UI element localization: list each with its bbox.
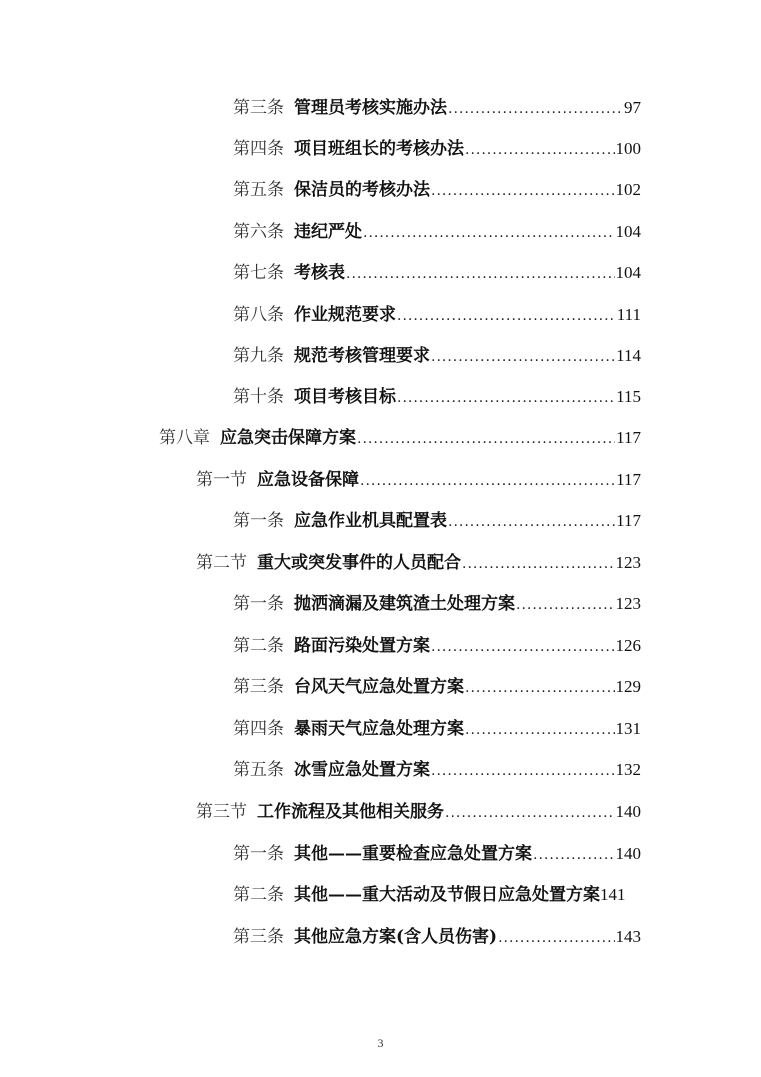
toc-entry[interactable] bbox=[233, 258, 641, 288]
toc-entry-title: 保洁员的考核办法 bbox=[294, 180, 430, 200]
toc-entry[interactable] bbox=[233, 382, 641, 412]
toc-entry-page: 115 bbox=[616, 387, 641, 406]
toc-entry-page: 140 bbox=[615, 802, 641, 821]
toc-entry-number: 第三节 bbox=[196, 802, 247, 822]
dot-leader bbox=[445, 798, 615, 827]
toc-entry-title: 路面污染处置方案 bbox=[294, 636, 430, 656]
toc-entry[interactable] bbox=[233, 714, 641, 744]
dot-leader bbox=[363, 218, 615, 247]
toc-entry-page: 131 bbox=[615, 719, 641, 738]
toc-entry-number: 第八章 bbox=[159, 428, 210, 448]
toc-entry-number: 第一节 bbox=[196, 470, 247, 490]
dot-leader bbox=[357, 424, 615, 453]
toc-entry[interactable] bbox=[233, 175, 641, 205]
toc-entry-title: 违纪严处 bbox=[294, 222, 362, 242]
toc-entry-number: 第四条 bbox=[233, 139, 284, 159]
toc-entry-title: 抛洒滴漏及建筑渣土处理方案 bbox=[294, 594, 515, 614]
toc-entry-title: 其他应急方案(含人员伤害) bbox=[294, 927, 498, 947]
toc-entry-title: 工作流程及其他相关服务 bbox=[257, 802, 444, 822]
dot-leader bbox=[431, 632, 615, 661]
toc-entry-section[interactable] bbox=[196, 465, 641, 495]
toc-entry[interactable] bbox=[233, 506, 641, 536]
dot-leader bbox=[397, 383, 615, 412]
toc-entry[interactable] bbox=[233, 134, 641, 164]
toc-entry-title: 管理员考核实施办法 bbox=[294, 98, 447, 118]
dot-leader bbox=[431, 756, 615, 785]
toc-entry[interactable] bbox=[233, 631, 641, 661]
dot-leader bbox=[360, 466, 615, 495]
toc-entry-title: 考核表 bbox=[294, 263, 345, 283]
toc-entry-page: 117 bbox=[616, 428, 641, 447]
toc-entry-number: 第四条 bbox=[233, 719, 284, 739]
toc-entry-section[interactable] bbox=[196, 548, 641, 578]
toc-entry-page: 140 bbox=[615, 844, 641, 863]
toc-entry-title: 项目班组长的考核办法 bbox=[294, 139, 464, 159]
toc-entry-chapter[interactable] bbox=[159, 423, 641, 453]
toc-entry-page: 100 bbox=[615, 139, 641, 158]
dot-leader bbox=[431, 342, 615, 371]
toc-entry-page: 97 bbox=[624, 98, 641, 117]
toc-entry-title: 应急设备保障 bbox=[257, 470, 359, 490]
toc-entry-page: 126 bbox=[615, 636, 641, 655]
toc-entry-number: 第十条 bbox=[233, 387, 284, 407]
toc-entry-title: 其他——重大活动及节假日应急处置方案 bbox=[294, 885, 600, 905]
dot-leader bbox=[465, 135, 615, 164]
toc-entry[interactable] bbox=[233, 922, 641, 952]
page-number: 3 bbox=[377, 1036, 384, 1050]
toc-entry-section[interactable] bbox=[196, 797, 641, 827]
toc-entry-number: 第一条 bbox=[233, 511, 284, 531]
toc-entry-title: 项目考核目标 bbox=[294, 387, 396, 407]
toc-entry[interactable] bbox=[233, 672, 641, 702]
toc-entry[interactable] bbox=[233, 341, 641, 371]
toc-entry-title: 冰雪应急处置方案 bbox=[294, 760, 430, 780]
toc-entry-page: 129 bbox=[615, 677, 641, 696]
toc-entry-page: 117 bbox=[616, 511, 641, 530]
toc-entry-number: 第七条 bbox=[233, 263, 284, 283]
toc-entry-page: 114 bbox=[616, 346, 641, 365]
dot-leader bbox=[346, 259, 615, 288]
toc-entry[interactable] bbox=[233, 839, 641, 869]
toc-entry-page: 132 bbox=[615, 760, 641, 779]
toc-entry-number: 第一条 bbox=[233, 844, 284, 864]
toc-entry-number: 第三条 bbox=[233, 98, 284, 118]
toc-entry-page: 123 bbox=[615, 594, 641, 613]
toc-entry-number: 第五条 bbox=[233, 760, 284, 780]
dot-leader bbox=[462, 549, 615, 578]
dot-leader bbox=[431, 176, 615, 205]
toc-entry[interactable] bbox=[233, 880, 665, 910]
toc-entry-number: 第六条 bbox=[233, 222, 284, 242]
toc-entry-number: 第五条 bbox=[233, 180, 284, 200]
toc-entry-page: 104 bbox=[615, 263, 641, 282]
toc-entry-title: 暴雨天气应急处理方案 bbox=[294, 719, 464, 739]
dot-leader bbox=[448, 507, 615, 536]
toc-entry-title: 应急突击保障方案 bbox=[220, 428, 356, 448]
toc-entry-page: 141 bbox=[600, 885, 626, 904]
dot-leader bbox=[498, 923, 614, 952]
dot-leader bbox=[465, 673, 615, 702]
toc-entry-title: 应急作业机具配置表 bbox=[294, 511, 447, 531]
toc-entry-number: 第三条 bbox=[233, 677, 284, 697]
toc-entry-number: 第三条 bbox=[233, 927, 284, 947]
toc-entry-title: 其他——重要检查应急处置方案 bbox=[294, 844, 532, 864]
dot-leader bbox=[397, 301, 616, 330]
toc-entry[interactable] bbox=[233, 755, 641, 785]
toc-entry[interactable] bbox=[233, 300, 641, 330]
toc-entry-number: 第二条 bbox=[233, 885, 284, 905]
toc-entry[interactable] bbox=[233, 589, 641, 619]
toc-entry-page: 102 bbox=[615, 180, 641, 199]
toc-entry-page: 104 bbox=[615, 222, 641, 241]
toc-entry-number: 第一条 bbox=[233, 594, 284, 614]
toc-entry-title: 规范考核管理要求 bbox=[294, 346, 430, 366]
toc-entry-number: 第八条 bbox=[233, 305, 284, 325]
toc-entry-page: 111 bbox=[616, 305, 641, 324]
toc-entry-page: 143 bbox=[615, 927, 641, 946]
dot-leader bbox=[516, 590, 615, 619]
dot-leader bbox=[533, 840, 615, 869]
toc-entry-title: 作业规范要求 bbox=[294, 305, 396, 325]
dot-leader bbox=[448, 94, 623, 123]
toc-entry-number: 第二节 bbox=[196, 553, 247, 573]
toc-entry-title: 台风天气应急处置方案 bbox=[294, 677, 464, 697]
toc-entry-number: 第九条 bbox=[233, 346, 284, 366]
toc-entry-page: 123 bbox=[615, 553, 641, 572]
toc-entry[interactable] bbox=[233, 93, 641, 123]
toc-entry-number: 第二条 bbox=[233, 636, 284, 656]
dot-leader bbox=[465, 715, 615, 744]
toc-entry[interactable] bbox=[233, 217, 641, 247]
toc-entry-title: 重大或突发事件的人员配合 bbox=[257, 553, 461, 573]
toc-entry-page: 117 bbox=[616, 470, 641, 489]
